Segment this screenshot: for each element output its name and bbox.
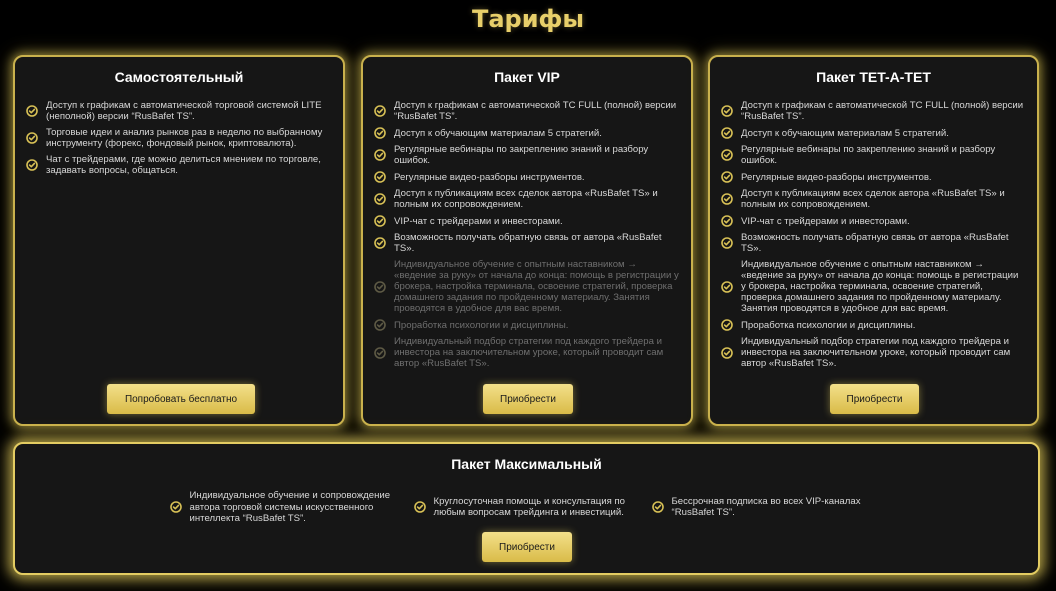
feature-item	[721, 319, 1025, 331]
plan-title: Самостоятельный	[114, 69, 244, 85]
feature-text: Проработка психологии и дисциплины.	[394, 319, 569, 331]
feature-item	[26, 127, 331, 149]
check-circle-icon	[721, 171, 733, 183]
feature-item	[652, 490, 884, 525]
check-circle-icon	[26, 105, 38, 117]
feature-item	[721, 127, 1025, 139]
plan-title: Пакет TET-A-TET	[816, 69, 931, 85]
feature-text: Бессрочная подписка во всех VIP-каналах “RusBafet TS”.	[671, 495, 861, 519]
feature-text: Возможность получать обратную связь от автора «RusBafet TS».	[394, 232, 662, 254]
feature-item	[721, 188, 1025, 210]
check-circle-icon	[374, 127, 386, 139]
feature-item-unavailable	[374, 259, 679, 314]
check-circle-icon	[652, 501, 664, 513]
check-circle-icon	[26, 159, 38, 171]
feature-item	[26, 100, 331, 122]
check-circle-icon	[721, 127, 733, 139]
feature-text: Регулярные вебинары по закреплению знаний и разбору ошибок.	[741, 144, 996, 166]
feature-text: Доступ к публикациям всех сделок автора «RusBafet TS» и полным их сопровождением.	[741, 188, 1005, 210]
feature-text: Индивидуальное обучение с опытным наставником → «ведение за руку» от начала до конца: помощь в регистрации у брокера, настройка терминала, освоение стратегий, проверка домашнего задания по пройденному материалу. Занятия проводятся в удобное для вас время.	[741, 259, 1019, 314]
feature-text: Доступ к графикам с автоматической торговой системой LITE (неполной) версии “RusBafet TS”.	[46, 100, 322, 122]
feature-item	[374, 127, 679, 139]
feature-text: Доступ к графикам с автоматической ТС FULL (полной) версии “RusBafet TS”.	[394, 100, 677, 122]
feature-list	[374, 100, 679, 374]
feature-text: VIP-чат с трейдерами и инвесторами.	[741, 215, 910, 227]
feature-list	[26, 100, 331, 181]
feature-item	[721, 144, 1025, 166]
check-circle-icon	[374, 237, 386, 249]
feature-item	[721, 215, 1025, 227]
feature-item	[170, 490, 402, 525]
feature-item	[374, 232, 679, 254]
check-circle-icon	[721, 193, 733, 205]
feature-list	[15, 490, 1038, 525]
feature-item	[414, 490, 640, 525]
feature-item-unavailable	[374, 336, 679, 369]
check-circle-icon	[721, 281, 733, 293]
feature-item	[374, 100, 679, 122]
plan-card-tet-a-tet	[708, 55, 1039, 426]
check-circle-icon	[721, 149, 733, 161]
buy-tet-a-tet-button[interactable]: Приобрести	[830, 384, 919, 414]
check-circle-icon	[721, 237, 733, 249]
check-circle-icon	[374, 347, 386, 359]
feature-text: VIP-чат с трейдерами и инвесторами.	[394, 215, 563, 227]
check-circle-icon	[721, 215, 733, 227]
feature-text: Доступ к публикациям всех сделок автора «RusBafet TS» и полным их сопровождением.	[394, 188, 658, 210]
check-circle-icon	[374, 149, 386, 161]
try-free-button[interactable]: Попробовать бесплатно	[107, 384, 255, 414]
check-circle-icon	[721, 319, 733, 331]
buy-maximum-button[interactable]: Приобрести	[482, 532, 572, 562]
check-circle-icon	[374, 171, 386, 183]
check-circle-icon	[374, 281, 386, 293]
plan-card-standalone	[13, 55, 345, 426]
plan-title: Пакет Максимальный	[451, 456, 602, 472]
check-circle-icon	[374, 215, 386, 227]
check-circle-icon	[26, 132, 38, 144]
feature-text: Круглосуточная помощь и консультация по любым вопросам трейдинга и инвестиций.	[433, 495, 626, 519]
feature-item	[721, 336, 1025, 369]
plan-card-vip	[361, 55, 693, 426]
feature-text: Индивидуальное обучение и сопровождение автора торговой системы искусственного интеллекта “RusBafet TS”.	[189, 490, 391, 524]
feature-item	[721, 171, 1025, 183]
feature-text: Индивидуальный подбор стратегии под каждого трейдера и инвестора на заключительном уроке, который проводит сам автор «RusBafet TS».	[394, 336, 664, 369]
feature-text: Регулярные вебинары по закреплению знаний и разбору ошибок.	[394, 144, 649, 166]
feature-text: Регулярные видео-разборы инструментов.	[394, 171, 585, 183]
check-circle-icon	[170, 501, 182, 513]
page-title: Тарифы	[471, 5, 585, 33]
check-circle-icon	[374, 193, 386, 205]
feature-text: Торговые идеи и анализ рынков раз в неделю по выбранному инструменту (форекс, фондовый рынок, криптовалюта).	[46, 127, 323, 149]
feature-text: Проработка психологии и дисциплины.	[741, 319, 916, 331]
feature-item	[721, 232, 1025, 254]
feature-item-unavailable	[374, 319, 679, 331]
feature-text: Возможность получать обратную связь от автора «RusBafet TS».	[741, 232, 1009, 254]
feature-text: Регулярные видео-разборы инструментов.	[741, 171, 932, 183]
feature-item	[26, 154, 331, 176]
feature-list	[721, 100, 1025, 374]
feature-text: Доступ к графикам с автоматической ТС FULL (полной) версии “RusBafet TS”.	[741, 100, 1024, 122]
feature-item	[374, 171, 679, 183]
feature-item	[374, 215, 679, 227]
feature-text: Чат с трейдерами, где можно делиться мнением по торговле, задавать вопросы, общаться.	[46, 154, 321, 176]
feature-text: Индивидуальный подбор стратегии под каждого трейдера и инвестора на заключительном уроке, который проводит сам автор «RusBafet TS».	[741, 336, 1011, 369]
feature-item	[721, 259, 1025, 314]
check-circle-icon	[721, 105, 733, 117]
check-circle-icon	[374, 319, 386, 331]
feature-item	[721, 100, 1025, 122]
feature-text: Индивидуальное обучение с опытным наставником → «ведение за руку» от начала до конца: помощь в регистрации у брокера, настройка терминала, освоение стратегий, проверка домашнего задания по пройденному материалу. Занятия проводятся в удобное для вас время.	[394, 259, 679, 314]
check-circle-icon	[721, 347, 733, 359]
plan-title: Пакет VIP	[494, 69, 560, 85]
feature-text: Доступ к обучающим материалам 5 стратегий.	[741, 127, 949, 139]
check-circle-icon	[374, 105, 386, 117]
feature-text: Доступ к обучающим материалам 5 стратегий.	[394, 127, 602, 139]
buy-vip-button[interactable]: Приобрести	[483, 384, 573, 414]
check-circle-icon	[414, 501, 426, 513]
feature-item	[374, 188, 679, 210]
plan-card-maximum	[13, 442, 1040, 575]
feature-item	[374, 144, 679, 166]
